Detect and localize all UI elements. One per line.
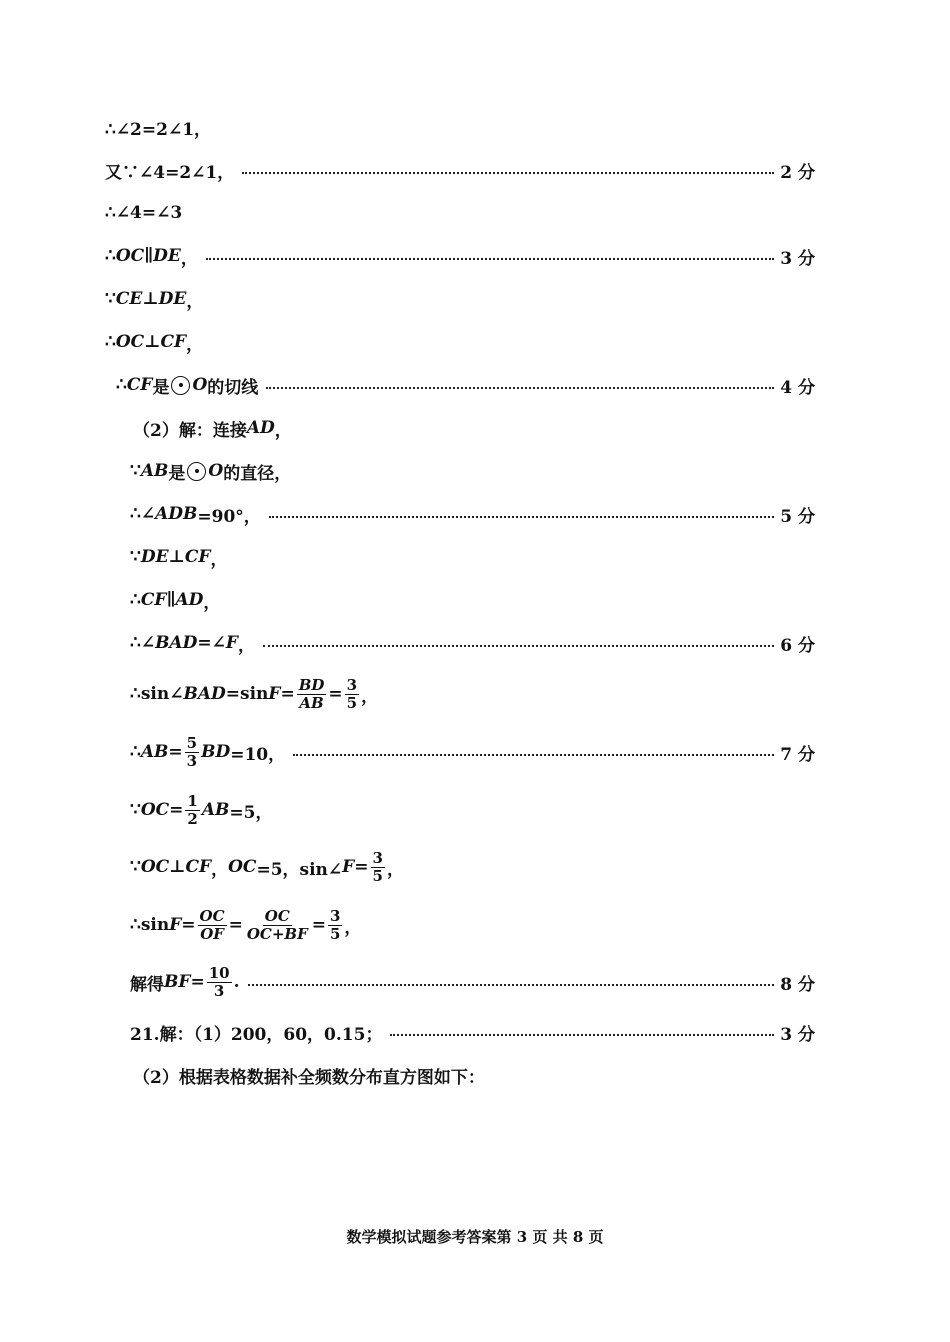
- step-text: =: [328, 684, 343, 704]
- dot-leader: [263, 645, 774, 647]
- step-text: =90°，: [197, 506, 261, 527]
- step-text: ∴: [116, 375, 127, 395]
- step-text: 又∵∠4=2∠1，: [105, 162, 235, 183]
- segment-label: OC: [115, 246, 145, 266]
- step-text: 的切线: [207, 377, 259, 398]
- score-label: 6 分: [780, 635, 815, 656]
- step-text: ∵: [105, 289, 116, 309]
- step-text: ∴∠2=2∠1，: [105, 119, 212, 140]
- step-text: =: [280, 684, 295, 704]
- segment-label: DE: [158, 289, 187, 309]
- step-19: [130, 962, 815, 1002]
- step-text: 解得: [130, 974, 164, 995]
- segment-label: CE: [115, 289, 143, 309]
- step-text: ∴: [105, 246, 116, 266]
- angle-label: F: [225, 633, 238, 653]
- fraction: [198, 906, 227, 943]
- step-text: ∴∠4=∠3: [105, 203, 183, 223]
- fraction-numerator: 10: [208, 963, 230, 982]
- fraction-denominator: OC+BF: [246, 924, 308, 943]
- segment-label: AD: [246, 418, 275, 438]
- step-text: ∵: [130, 461, 141, 481]
- punctuation: ，: [211, 859, 229, 880]
- segment-label: OC: [140, 857, 170, 877]
- score-label: 3 分: [780, 1024, 815, 1045]
- angle-label: F: [342, 857, 355, 877]
- fraction-numerator: 3: [346, 675, 358, 694]
- segment-label: DE: [153, 246, 181, 266]
- fraction: [207, 963, 232, 1000]
- segment-label: CF: [140, 590, 167, 610]
- punctuation: ，: [361, 686, 379, 707]
- step-12: [130, 580, 815, 620]
- fraction: [328, 906, 342, 943]
- punctuation: ，: [386, 859, 404, 880]
- dot-leader: [266, 387, 774, 389]
- fraction-denominator: 5: [372, 866, 383, 885]
- segment-label: CF: [160, 332, 187, 352]
- perpendicular-symbol: ⊥: [169, 857, 186, 877]
- step-text: 的直径，: [223, 463, 292, 484]
- step-text: =: [190, 972, 205, 992]
- fraction-denominator: AB: [299, 693, 324, 712]
- angle-label: F: [268, 684, 281, 704]
- step-text: ∴: [105, 332, 116, 352]
- question-21-part-1: [130, 1012, 815, 1052]
- step-1: [105, 107, 815, 147]
- step-text: =5，: [229, 802, 273, 823]
- punctuation: ，: [210, 549, 228, 570]
- step-text: ∴sin∠: [130, 684, 184, 704]
- step-text: ∴: [130, 742, 141, 762]
- fraction-denominator: 3: [186, 751, 198, 770]
- score-label: 3 分: [780, 248, 815, 269]
- step-9: [130, 451, 815, 491]
- step-6: [105, 322, 815, 362]
- step-5: [105, 279, 815, 319]
- fraction: [245, 906, 310, 943]
- parallel-symbol: ∥: [166, 590, 176, 610]
- step-8: [133, 408, 815, 448]
- step-text: 是: [168, 463, 186, 484]
- segment-label: CF: [126, 375, 153, 395]
- segment-label: OC: [140, 800, 170, 820]
- step-11: [130, 537, 815, 577]
- perpendicular-symbol: ⊥: [142, 289, 159, 309]
- step-text: =: [354, 857, 369, 877]
- parallel-symbol: ∥: [144, 246, 154, 266]
- dot-leader: [242, 172, 774, 174]
- step-text: =: [311, 915, 326, 935]
- score-label: 2 分: [780, 162, 815, 183]
- circle-label: O: [192, 375, 208, 395]
- fraction: [371, 848, 385, 885]
- step-2: [105, 150, 815, 190]
- segment-label: DE: [140, 547, 169, 567]
- segment-label: AD: [175, 590, 204, 610]
- score-label: 5 分: [780, 506, 815, 527]
- segment-label: AB: [140, 742, 169, 762]
- step-text: =sin: [225, 684, 269, 704]
- fraction: [185, 791, 199, 828]
- circle-label: O: [208, 461, 224, 481]
- step-text: ∵: [130, 857, 141, 877]
- step-text: ∴: [130, 590, 141, 610]
- fraction-numerator: OC: [264, 906, 290, 925]
- perpendicular-symbol: ⊥: [144, 332, 161, 352]
- step-7: [116, 365, 815, 405]
- fraction-numerator: 3: [329, 906, 341, 925]
- step-13: [130, 623, 815, 663]
- page-footer: 数学模拟试题参考答案第 3 页 共 8 页: [346, 1228, 604, 1246]
- punctuation: ，: [186, 291, 204, 312]
- punctuation: ，: [237, 635, 255, 656]
- punctuation: .: [233, 972, 240, 992]
- punctuation: ，: [274, 420, 292, 441]
- dot-leader: [206, 258, 774, 260]
- segment-label: OC: [115, 332, 145, 352]
- punctuation: ，: [203, 592, 221, 613]
- fraction: [297, 675, 327, 712]
- punctuation: ，: [344, 917, 362, 938]
- step-text: ∵: [130, 800, 141, 820]
- step-15: [130, 732, 815, 772]
- circle-symbol-icon: [171, 376, 190, 395]
- dot-leader: [390, 1034, 774, 1036]
- step-text: =: [168, 742, 183, 762]
- fraction-denominator: OF: [200, 924, 224, 943]
- step-text: =: [181, 915, 196, 935]
- fraction-denominator: 3: [213, 981, 225, 1000]
- angle-label: BAD: [155, 633, 198, 653]
- step-16: [130, 790, 815, 830]
- step-4: [105, 236, 815, 276]
- step-text: （2）根据表格数据补全频数分布直方图如下：: [133, 1067, 485, 1088]
- angle-label: ADB: [155, 504, 198, 524]
- segment-label: OC: [228, 857, 257, 877]
- punctuation: ，: [180, 248, 198, 269]
- score-label: 4 分: [780, 377, 815, 398]
- step-18: [130, 905, 815, 945]
- step-10: [130, 494, 815, 534]
- fraction-numerator: 3: [372, 848, 383, 867]
- dot-leader: [293, 754, 774, 756]
- fraction-denominator: 5: [346, 693, 358, 712]
- step-text: =∠: [197, 633, 226, 653]
- step-text: =: [228, 915, 243, 935]
- fraction-denominator: 2: [187, 809, 198, 828]
- fraction-numerator: BD: [298, 675, 325, 694]
- score-label: 8 分: [780, 974, 815, 995]
- segment-label: BD: [201, 742, 231, 762]
- segment-label: CF: [185, 857, 212, 877]
- step-text: =10，: [230, 744, 286, 765]
- fraction-numerator: 5: [186, 733, 198, 752]
- step-text: ∴∠: [130, 504, 156, 524]
- step-text: ∴∠: [130, 633, 156, 653]
- score-label: 7 分: [780, 744, 815, 765]
- perpendicular-symbol: ⊥: [168, 547, 185, 567]
- dot-leader: [248, 984, 775, 986]
- step-text: ∵: [130, 547, 141, 567]
- segment-label: CF: [184, 547, 211, 567]
- question-21-part-2: [133, 1055, 815, 1095]
- step-text: 是: [152, 377, 170, 398]
- step-text: ∴sin: [130, 915, 170, 935]
- segment-label: BF: [164, 972, 191, 992]
- fraction: [345, 675, 359, 712]
- step-3: [105, 193, 815, 233]
- step-text: =: [169, 800, 184, 820]
- fraction-numerator: 1: [187, 791, 198, 810]
- circle-symbol-icon: [187, 462, 206, 481]
- step-text: 21.解：（1）200，60，0.15；: [130, 1024, 383, 1045]
- segment-label: AB: [140, 461, 169, 481]
- angle-label: BAD: [183, 684, 226, 704]
- angle-label: F: [169, 915, 182, 935]
- fraction-numerator: OC: [199, 906, 225, 925]
- step-14: [130, 674, 815, 714]
- punctuation: ，: [186, 334, 204, 355]
- fraction: [185, 733, 199, 770]
- segment-label: AB: [201, 800, 230, 820]
- step-text: （2）解：连接: [133, 420, 247, 441]
- dot-leader: [269, 516, 774, 518]
- fraction-denominator: 5: [329, 924, 341, 943]
- step-17: [130, 847, 815, 887]
- step-text: =5，sin∠: [256, 859, 343, 880]
